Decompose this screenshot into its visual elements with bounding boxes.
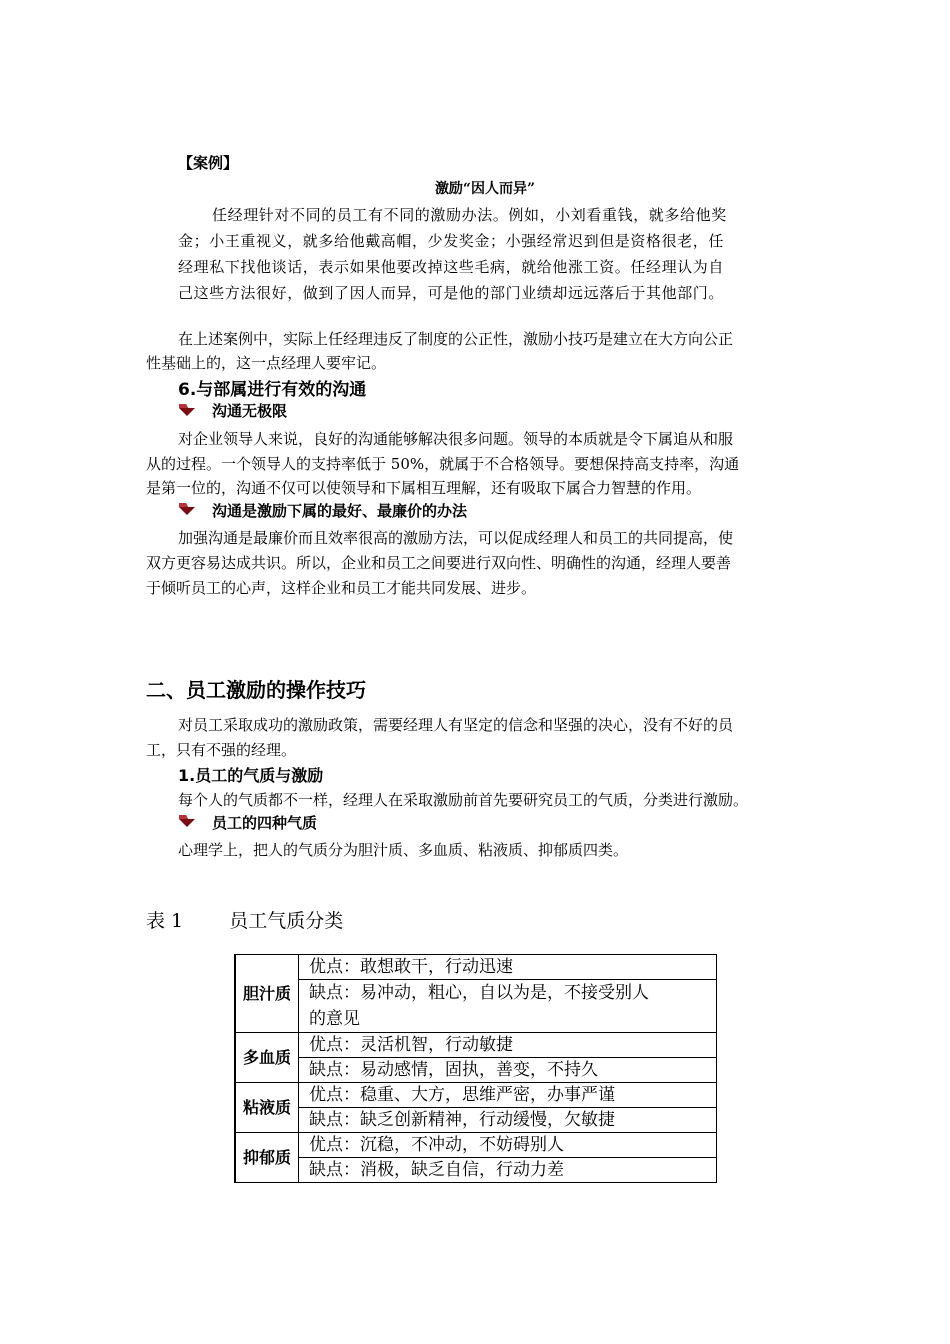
con-cell: 缺点：消极，缺乏自信，行动力差 bbox=[299, 1158, 717, 1183]
table-caption-number: 表 1 bbox=[146, 910, 184, 932]
table-row bbox=[235, 1033, 717, 1058]
section-2-heading: 二、员工激励的操作技巧 bbox=[146, 678, 366, 702]
pro-cell: 优点：敢想敢干，行动迅速 bbox=[299, 955, 717, 980]
case-label: 【案例】 bbox=[178, 154, 239, 172]
para1-line-1: 对企业领导人来说，良好的沟通能够解决很多问题。领导的本质就是令下属追从和服 bbox=[178, 430, 734, 448]
case-line-2: 金；小王重视义，就多给他戴高帽，少发奖金；小强经常迟到但是资格很老，任 bbox=[178, 232, 725, 250]
case-line-3: 经理私下找他谈话，表示如果他要改掉这些毛病，就给他涨工资。任经理认为自 bbox=[178, 258, 725, 276]
con-cell: 缺点：缺乏创新精神，行动缓慢，欠敏捷 bbox=[299, 1108, 717, 1133]
subsection-1-heading: 1.员工的气质与激励 bbox=[178, 766, 324, 785]
table-row bbox=[235, 1108, 717, 1133]
arrow-bullet-icon bbox=[178, 502, 196, 516]
temperament-table bbox=[234, 954, 717, 1183]
con-cell bbox=[299, 980, 717, 1033]
pro-cell: 优点：稳重、大方，思维严密，办事严谨 bbox=[299, 1083, 717, 1108]
type-cell: 胆汁质 bbox=[235, 955, 299, 1033]
table-row bbox=[235, 980, 717, 1033]
table-caption bbox=[146, 906, 343, 933]
type-cell: 多血质 bbox=[235, 1033, 299, 1083]
table-row bbox=[235, 1133, 717, 1158]
section-6-heading: 6.与部属进行有效的沟通 bbox=[178, 380, 367, 400]
con-cell: 缺点：易动感情，固执，善变，不持久 bbox=[299, 1058, 717, 1083]
pro-cell: 优点：沉稳，不冲动，不妨碍别人 bbox=[299, 1133, 717, 1158]
bullet-communication-unlimited: 沟通无极限 bbox=[212, 402, 288, 420]
table-row bbox=[235, 1058, 717, 1083]
arrow-bullet-icon bbox=[178, 814, 196, 828]
para1-line-2: 从的过程。一个领导人的支持率低于 50%，就属于不合格领导。要想保持高支持率，沟通 bbox=[146, 455, 740, 473]
arrow-bullet-icon bbox=[178, 403, 196, 417]
para2-line-2: 双方更容易达成共识。所以，企业和员工之间要进行双向性、明确性的沟通，经理人要善 bbox=[146, 554, 732, 572]
type-cell: 粘液质 bbox=[235, 1083, 299, 1133]
pro-cell: 优点：灵活机智，行动敏捷 bbox=[299, 1033, 717, 1058]
con-line: 的意见 bbox=[309, 1009, 360, 1029]
analysis-line-1: 在上述案例中，实际上任经理违反了制度的公正性，激励小技巧是建立在大方向公正 bbox=[178, 330, 734, 348]
table-row bbox=[235, 955, 717, 980]
para1-line-3: 是第一位的，沟通不仅可以使领导和下属相互理解，还有吸取下属合力智慧的作用。 bbox=[146, 479, 702, 497]
para2-line-1: 加强沟通是最廉价而且效率很高的激励方法，可以促成经理人和员工的共同提高，使 bbox=[178, 529, 734, 547]
bullet-four-temperaments: 员工的四种气质 bbox=[212, 814, 318, 832]
table-row bbox=[235, 1158, 717, 1183]
intro-line-1: 对员工采取成功的激励政策，需要经理人有坚定的信念和坚强的决心，没有不好的员 bbox=[178, 716, 734, 734]
para2-line-3: 于倾听员工的心声，这样企业和员工才能共同发展、进步。 bbox=[146, 579, 537, 597]
type-cell: 抑郁质 bbox=[235, 1133, 299, 1183]
intro-line-2: 工，只有不强的经理。 bbox=[146, 741, 297, 759]
case-line-4: 己这些方法很好，做到了因人而异，可是他的部门业绩却远远落后于其他部门。 bbox=[178, 284, 725, 302]
bullet-best-cheapest-method: 沟通是激励下属的最好、最廉价的办法 bbox=[212, 502, 468, 520]
con-line: 缺点：易冲动，粗心，自以为是，不接受别人 bbox=[309, 983, 649, 1003]
table-caption-title: 员工气质分类 bbox=[229, 910, 344, 932]
analysis-line-2: 性基础上的，这一点经理人要牢记。 bbox=[146, 354, 387, 372]
subsection-1-text: 每个人的气质都不一样，经理人在采取激励前首先要研究员工的气质，分类进行激励。 bbox=[178, 791, 749, 809]
table-row bbox=[235, 1083, 717, 1108]
case-title: 激励“因人而异” bbox=[434, 181, 536, 197]
case-line-1: 任经理针对不同的员工有不同的激励办法。例如，小刘看重钱，就多给他奖 bbox=[212, 206, 727, 224]
temperament-text: 心理学上，把人的气质分为胆汁质、多血质、粘液质、抑郁质四类。 bbox=[178, 841, 629, 859]
